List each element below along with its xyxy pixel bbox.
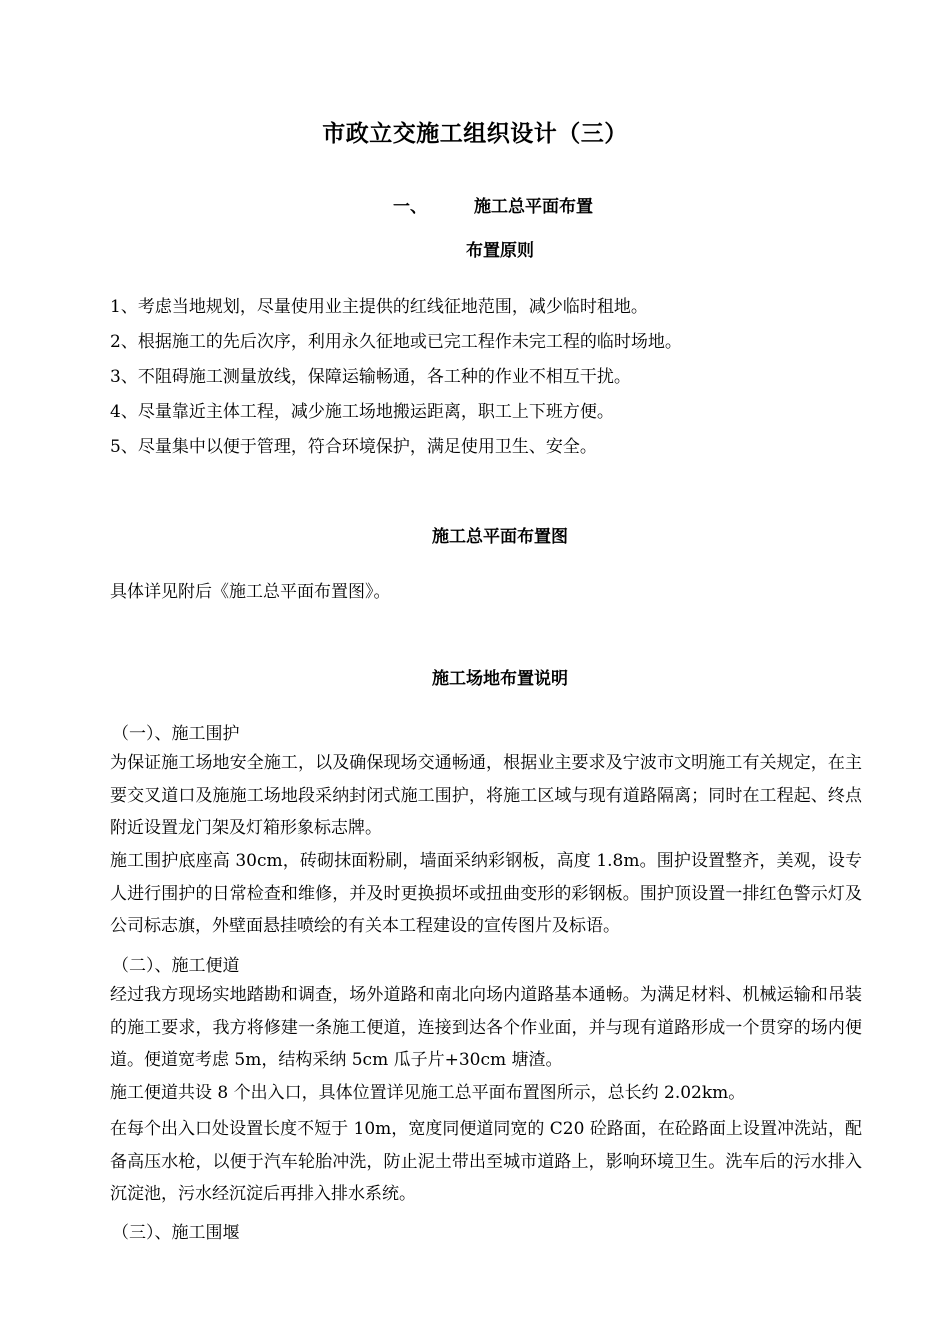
paragraph: 经过我方现场实地踏勘和调查，场外道路和南北向场内道路基本通畅。为满足材料、机械运输和吊装的施工要求，我方将修建一条施工便道，连接到达各个作业面，并与现有道路形成一个贯穿的场内便道。便道宽考虑 5m，结构采纳 5cm 瓜子片+30cm 塘渣。 — [110, 985, 862, 1070]
paragraph: 施工便道共设 8 个出入口，具体位置详见施工总平面布置图所示，总长约 2.02km。 — [110, 1083, 746, 1103]
subsection-title: （二）、施工便道 — [112, 956, 240, 976]
subsection-title: （三）、施工围堰 — [112, 1223, 240, 1243]
site-description-heading: 施工场地布置说明 — [432, 669, 568, 689]
subsection-title: （一）、施工围护 — [112, 724, 240, 744]
principle-item: 2、根据施工的先后次序，利用永久征地或已完工程作未完工程的临时场地。 — [110, 332, 682, 352]
paragraph: 为保证施工场地安全施工，以及确保现场交通畅通，根据业主要求及宁波市文明施工有关规定，在主要交叉道口及施施工场地段采纳封闭式施工围护，将施工区域与现有道路隔离；同时在工程起、终点附近设置龙门架及灯箱形象标志牌。 — [110, 753, 862, 838]
layout-plan-heading: 施工总平面布置图 — [432, 527, 568, 547]
principle-item: 4、尽量靠近主体工程，减少施工场地搬运距离，职工上下班方便。 — [110, 402, 614, 422]
document-title: 市政立交施工组织设计（三） — [322, 120, 628, 147]
principle-item: 1、考虑当地规划，尽量使用业主提供的红线征地范围，减少临时租地。 — [110, 297, 648, 317]
principles-heading: 布置原则 — [466, 241, 534, 261]
paragraph: 施工围护底座高 30cm，砖砌抹面粉刷，墙面采纳彩钢板，高度 1.8m。围护设置整齐，美观，设专人进行围护的日常检查和维修，并及时更换损坏或扭曲变形的彩钢板。围护顶设置一排红色警示灯及公司标志旗，外壁面悬挂喷绘的有关本工程建设的宣传图片及标语。 — [110, 851, 862, 936]
principle-item: 5、尽量集中以便于管理，符合环境保护，满足使用卫生、安全。 — [110, 437, 597, 457]
paragraph: 在每个出入口处设置长度不短于 10m，宽度同便道同宽的 C20 砼路面，在砼路面上设置冲洗站，配备高压水枪，以便于汽车轮胎冲洗，防止泥土带出至城市道路上，影响环境卫生。洗车后的污水排入沉淀池，污水经沉淀后再排入排水系统。 — [110, 1119, 862, 1204]
layout-plan-text: 具体详见附后《施工总平面布置图》。 — [110, 582, 391, 602]
principle-item: 3、不阻碍施工测量放线，保障运输畅通，各工种的作业不相互干扰。 — [110, 367, 631, 387]
section-number: 一、 — [393, 197, 427, 217]
section-title: 施工总平面布置 — [474, 197, 593, 217]
